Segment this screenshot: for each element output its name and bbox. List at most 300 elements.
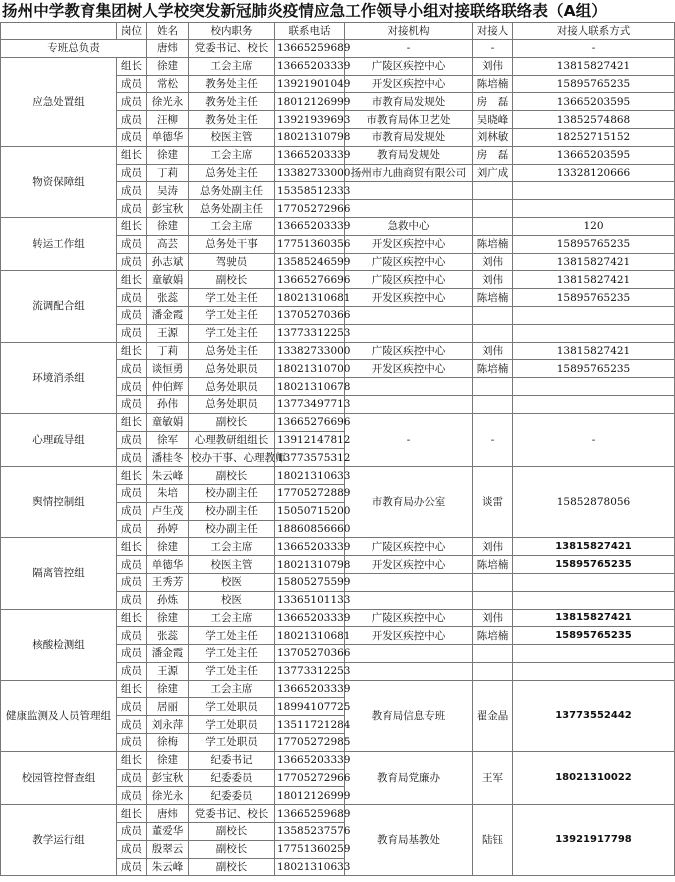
contact-phone: 13921917798 xyxy=(513,805,675,876)
member-phone: 17705272889 xyxy=(275,484,345,502)
member-phone: 13665203339 xyxy=(275,146,345,164)
member-role: 成员 xyxy=(117,769,147,787)
contact-phone: 13665203595 xyxy=(513,146,675,164)
member-name: 朱培 xyxy=(147,484,189,502)
contact-person xyxy=(473,306,513,324)
member-name: 徐梅 xyxy=(147,734,189,752)
member-phone: 13912147812 xyxy=(275,431,345,449)
contact-org: 市教育局发规处 xyxy=(345,93,473,111)
contact-person: 刘伟 xyxy=(473,538,513,556)
member-role: 成员 xyxy=(117,378,147,396)
contact-person xyxy=(473,662,513,680)
member-title: 学工处职员 xyxy=(189,716,275,734)
contact-org: 教育局党廉办 xyxy=(345,751,473,804)
contact-org: 市教育局办公室 xyxy=(345,467,473,538)
member-name: 彭宝秋 xyxy=(147,200,189,218)
contact-phone: 15852878056 xyxy=(513,467,675,538)
member-name: 王秀芳 xyxy=(147,573,189,591)
member-title: 心理教研组组长 xyxy=(189,431,275,449)
director-name: 唐炜 xyxy=(147,40,189,58)
member-name: 潘金霞 xyxy=(147,306,189,324)
member-phone: 13665276696 xyxy=(275,413,345,431)
contact-phone: 13815827421 xyxy=(513,342,675,360)
contact-org: - xyxy=(345,413,473,466)
member-role: 成员 xyxy=(117,431,147,449)
table-row xyxy=(1,751,675,769)
member-name: 仲伯辉 xyxy=(147,378,189,396)
member-phone: 13773312253 xyxy=(275,662,345,680)
member-name: 高芸 xyxy=(147,235,189,253)
member-name: 刘永萍 xyxy=(147,716,189,734)
group-name: 物资保障组 xyxy=(1,146,117,217)
member-title: 工会主席 xyxy=(189,57,275,75)
member-name: 张蕊 xyxy=(147,627,189,645)
contact-person: 陈培楠 xyxy=(473,360,513,378)
contact-person: 刘广成 xyxy=(473,164,513,182)
contact-phone: 13815827421 xyxy=(513,57,675,75)
member-title: 校医 xyxy=(189,573,275,591)
member-title: 副校长 xyxy=(189,840,275,858)
member-name: 丁莉 xyxy=(147,164,189,182)
member-phone: 13665259689 xyxy=(275,805,345,823)
member-name: 徐建 xyxy=(147,609,189,627)
contact-org: 扬州市九曲商贸有限公司 xyxy=(345,164,473,182)
contact-phone xyxy=(513,645,675,663)
member-phone: 13665203339 xyxy=(275,57,345,75)
member-name: 汪柳 xyxy=(147,111,189,129)
member-name: 徐建 xyxy=(147,538,189,556)
member-title: 副校长 xyxy=(189,467,275,485)
member-name: 徐建 xyxy=(147,680,189,698)
group-name: 应急处置组 xyxy=(1,57,117,146)
director-phone: 13665259689 xyxy=(275,40,345,58)
member-role: 成员 xyxy=(117,840,147,858)
member-phone: 18021310798 xyxy=(275,128,345,146)
contact-phone xyxy=(513,662,675,680)
director-org: - xyxy=(345,40,473,58)
member-role: 成员 xyxy=(117,823,147,841)
member-phone: 13665203339 xyxy=(275,538,345,556)
member-phone: 15050715200 xyxy=(275,502,345,520)
table-row xyxy=(1,680,675,698)
member-phone: 13921901049 xyxy=(275,75,345,93)
member-role: 组长 xyxy=(117,57,147,75)
member-name: 丁莉 xyxy=(147,342,189,360)
contact-person: 吴晓峰 xyxy=(473,111,513,129)
member-role: 成员 xyxy=(117,360,147,378)
contact-org: 教育局信息专班 xyxy=(345,680,473,751)
table-row xyxy=(1,805,675,823)
member-phone: 13665203339 xyxy=(275,751,345,769)
contact-org: 开发区疾控中心 xyxy=(345,289,473,307)
member-role: 组长 xyxy=(117,271,147,289)
member-name: 单德华 xyxy=(147,128,189,146)
header-cell-role: 岗位 xyxy=(117,23,147,40)
member-role: 成员 xyxy=(117,502,147,520)
member-name: 孙伟 xyxy=(147,395,189,413)
member-title: 学工处主任 xyxy=(189,289,275,307)
contact-phone: 120 xyxy=(513,217,675,235)
contact-org: 开发区疾控中心 xyxy=(345,627,473,645)
member-role: 成员 xyxy=(117,164,147,182)
contact-person: - xyxy=(473,413,513,466)
table-row xyxy=(1,342,675,360)
member-role: 成员 xyxy=(117,111,147,129)
group-name: 舆情控制组 xyxy=(1,467,117,538)
member-title: 学工处主任 xyxy=(189,324,275,342)
contact-org: 广陵区疾控中心 xyxy=(345,271,473,289)
member-title: 校办副主任 xyxy=(189,520,275,538)
contact-person: 刘伟 xyxy=(473,271,513,289)
member-phone: 18012126999 xyxy=(275,787,345,805)
table-row xyxy=(1,467,675,485)
member-phone: 13705270366 xyxy=(275,306,345,324)
contact-person: 陈培楠 xyxy=(473,75,513,93)
member-name: 徐光永 xyxy=(147,93,189,111)
member-name: 朱云峰 xyxy=(147,858,189,876)
member-title: 总务处主任 xyxy=(189,164,275,182)
contact-phone xyxy=(513,306,675,324)
member-name: 徐光永 xyxy=(147,787,189,805)
member-phone: 17705272985 xyxy=(275,734,345,752)
contact-person xyxy=(473,324,513,342)
member-phone: 13705270366 xyxy=(275,645,345,663)
contact-phone: 15895765235 xyxy=(513,75,675,93)
member-role: 成员 xyxy=(117,182,147,200)
contact-person xyxy=(473,573,513,591)
member-phone: 13773497713 xyxy=(275,395,345,413)
header-cell-contact: 对接人 xyxy=(473,23,513,40)
group-name: 教学运行组 xyxy=(1,805,117,876)
group-name: 心理疏导组 xyxy=(1,413,117,466)
member-role: 成员 xyxy=(117,734,147,752)
member-title: 学工处职员 xyxy=(189,698,275,716)
member-title: 校医 xyxy=(189,591,275,609)
contact-phone xyxy=(513,200,675,218)
contact-org xyxy=(345,645,473,663)
member-title: 总务处职员 xyxy=(189,360,275,378)
contact-person: 陈培楠 xyxy=(473,627,513,645)
contact-org: 广陵区疾控中心 xyxy=(345,57,473,75)
contact-org xyxy=(345,306,473,324)
table-body xyxy=(1,23,675,876)
member-phone: 13585237576 xyxy=(275,823,345,841)
contact-phone: 13815827421 xyxy=(513,538,675,556)
member-name: 常松 xyxy=(147,75,189,93)
member-role: 组长 xyxy=(117,413,147,431)
member-role: 成员 xyxy=(117,395,147,413)
member-name: 董爱华 xyxy=(147,823,189,841)
member-role: 成员 xyxy=(117,75,147,93)
member-title: 副校长 xyxy=(189,858,275,876)
member-title: 工会主席 xyxy=(189,680,275,698)
member-name: 吴涛 xyxy=(147,182,189,200)
table-row xyxy=(1,146,675,164)
member-title: 总务处干事 xyxy=(189,235,275,253)
contact-org: 教育局发规处 xyxy=(345,146,473,164)
member-phone: 18994107725 xyxy=(275,698,345,716)
member-title: 教务处主任 xyxy=(189,111,275,129)
member-name: 孙志斌 xyxy=(147,253,189,271)
member-title: 党委书记、校长 xyxy=(189,805,275,823)
member-phone: 13365101133 xyxy=(275,591,345,609)
member-role: 成员 xyxy=(117,591,147,609)
director-contact-phone: - xyxy=(513,40,675,58)
table-row xyxy=(1,413,675,431)
contact-org: 市教育局发规处 xyxy=(345,128,473,146)
contact-phone: 13815827421 xyxy=(513,609,675,627)
contact-person: 刘伟 xyxy=(473,253,513,271)
contact-person xyxy=(473,591,513,609)
member-phone: 18021310681 xyxy=(275,289,345,307)
table-row xyxy=(1,57,675,75)
member-phone: 18021310633 xyxy=(275,467,345,485)
contact-person: 房 磊 xyxy=(473,146,513,164)
contact-org xyxy=(345,200,473,218)
member-role: 成员 xyxy=(117,662,147,680)
contact-phone xyxy=(513,378,675,396)
contact-phone: 18252715152 xyxy=(513,128,675,146)
group-name: 健康监测及人员管理组 xyxy=(1,680,117,751)
contact-org xyxy=(345,324,473,342)
member-role: 成员 xyxy=(117,128,147,146)
contact-phone: 13852574868 xyxy=(513,111,675,129)
member-phone: 13921939693 xyxy=(275,111,345,129)
member-title: 纪委委员 xyxy=(189,787,275,805)
group-name: 环境消杀组 xyxy=(1,342,117,413)
header-cell-org: 对接机构 xyxy=(345,23,473,40)
contact-org: 开发区疾控中心 xyxy=(345,75,473,93)
member-title: 学工处主任 xyxy=(189,306,275,324)
page-title: 扬州中学教育集团树人学校突发新冠肺炎疫情应急工作领导小组对接联络联络表（A组） xyxy=(2,2,607,20)
member-phone: 13773312253 xyxy=(275,324,345,342)
member-phone: 18021310700 xyxy=(275,360,345,378)
member-phone: 13665203339 xyxy=(275,217,345,235)
contact-phone: 18021310022 xyxy=(513,751,675,804)
contact-person: 王军 xyxy=(473,751,513,804)
member-phone: 17751360259 xyxy=(275,840,345,858)
contact-phone: - xyxy=(513,413,675,466)
member-title: 总务处职员 xyxy=(189,378,275,396)
member-title: 校办干事、心理教师 xyxy=(189,449,275,467)
member-name: 谈恒勇 xyxy=(147,360,189,378)
member-name: 徐军 xyxy=(147,431,189,449)
member-phone: 17705272966 xyxy=(275,200,345,218)
member-name: 徐建 xyxy=(147,751,189,769)
contact-org xyxy=(345,395,473,413)
contact-org: 广陵区疾控中心 xyxy=(345,342,473,360)
member-phone: 18021310798 xyxy=(275,556,345,574)
member-title: 校医主管 xyxy=(189,128,275,146)
member-phone: 17751360356 xyxy=(275,235,345,253)
member-role: 成员 xyxy=(117,858,147,876)
member-name: 童敏娟 xyxy=(147,271,189,289)
contact-org xyxy=(345,662,473,680)
member-name: 潘桂冬 xyxy=(147,449,189,467)
contact-org: 急救中心 xyxy=(345,217,473,235)
contact-person: 陈培楠 xyxy=(473,235,513,253)
contact-phone: 15895765235 xyxy=(513,235,675,253)
member-title: 学工处主任 xyxy=(189,627,275,645)
member-role: 成员 xyxy=(117,306,147,324)
member-role: 组长 xyxy=(117,609,147,627)
contact-org: 广陵区疾控中心 xyxy=(345,253,473,271)
group-name: 转运工作组 xyxy=(1,217,117,270)
member-phone: 18021310633 xyxy=(275,858,345,876)
contact-person: 刘伟 xyxy=(473,57,513,75)
member-title: 驾驶员 xyxy=(189,253,275,271)
contact-phone: 15895765235 xyxy=(513,360,675,378)
member-role: 成员 xyxy=(117,716,147,734)
contact-phone xyxy=(513,591,675,609)
contact-phone: 13815827421 xyxy=(513,271,675,289)
member-name: 单德华 xyxy=(147,556,189,574)
contact-phone: 13815827421 xyxy=(513,253,675,271)
director-row xyxy=(1,40,675,58)
member-phone: 13665276696 xyxy=(275,271,345,289)
member-name: 张蕊 xyxy=(147,289,189,307)
member-phone: 13382733000 xyxy=(275,342,345,360)
contact-org: 教育局基教处 xyxy=(345,805,473,876)
member-role: 组长 xyxy=(117,538,147,556)
contact-person: 房 磊 xyxy=(473,93,513,111)
member-name: 徐建 xyxy=(147,217,189,235)
member-role: 成员 xyxy=(117,573,147,591)
contact-phone: 15895765235 xyxy=(513,289,675,307)
director-title: 党委书记、校长 xyxy=(189,40,275,58)
contact-phone: 15895765235 xyxy=(513,627,675,645)
member-role: 成员 xyxy=(117,93,147,111)
member-name: 彭宝秋 xyxy=(147,769,189,787)
member-phone: 13382733000 xyxy=(275,164,345,182)
member-role: 组长 xyxy=(117,146,147,164)
member-role: 组长 xyxy=(117,467,147,485)
member-title: 校办副主任 xyxy=(189,502,275,520)
member-title: 总务处副主任 xyxy=(189,200,275,218)
contact-person xyxy=(473,645,513,663)
member-title: 总务处副主任 xyxy=(189,182,275,200)
contact-phone xyxy=(513,182,675,200)
member-title: 副校长 xyxy=(189,823,275,841)
member-name: 朱云峰 xyxy=(147,467,189,485)
member-role: 成员 xyxy=(117,698,147,716)
contact-org xyxy=(345,591,473,609)
member-title: 教务处主任 xyxy=(189,75,275,93)
member-role: 成员 xyxy=(117,556,147,574)
contact-person xyxy=(473,182,513,200)
director-label: 专班总负责 xyxy=(1,40,147,58)
member-name: 王源 xyxy=(147,324,189,342)
contact-person xyxy=(473,378,513,396)
table-row xyxy=(1,538,675,556)
member-name: 殷翠云 xyxy=(147,840,189,858)
header-cell-phone: 联系电话 xyxy=(275,23,345,40)
member-phone: 18021310678 xyxy=(275,378,345,396)
contact-org: 广陵区疾控中心 xyxy=(345,538,473,556)
member-title: 学工处主任 xyxy=(189,645,275,663)
member-role: 成员 xyxy=(117,484,147,502)
member-phone: 13665203339 xyxy=(275,609,345,627)
table-row xyxy=(1,609,675,627)
member-name: 徐建 xyxy=(147,57,189,75)
contact-org xyxy=(345,378,473,396)
member-title: 工会主席 xyxy=(189,609,275,627)
contact-org: 市教育局体卫艺处 xyxy=(345,111,473,129)
contact-person xyxy=(473,395,513,413)
contact-org: 开发区疾控中心 xyxy=(345,360,473,378)
group-name: 流调配合组 xyxy=(1,271,117,342)
member-role: 成员 xyxy=(117,520,147,538)
member-title: 总务处主任 xyxy=(189,342,275,360)
contact-org: 广陵区疾控中心 xyxy=(345,609,473,627)
member-name: 唐炜 xyxy=(147,805,189,823)
member-role: 成员 xyxy=(117,324,147,342)
member-title: 工会主席 xyxy=(189,538,275,556)
contact-person: 谈雷 xyxy=(473,467,513,538)
contact-person xyxy=(473,200,513,218)
contact-phone: 13665203595 xyxy=(513,93,675,111)
member-role: 组长 xyxy=(117,751,147,769)
contact-person: 陆钰 xyxy=(473,805,513,876)
contact-person: 陈培楠 xyxy=(473,289,513,307)
member-title: 学工处职员 xyxy=(189,734,275,752)
member-title: 校医主管 xyxy=(189,556,275,574)
contact-person: 翟金晶 xyxy=(473,680,513,751)
contact-org xyxy=(345,573,473,591)
member-role: 成员 xyxy=(117,253,147,271)
header-cell-name: 姓名 xyxy=(147,23,189,40)
member-role: 成员 xyxy=(117,627,147,645)
member-name: 童敏娟 xyxy=(147,413,189,431)
member-phone: 15358512333 xyxy=(275,182,345,200)
header-cell-contact-phone: 对接人联系方式 xyxy=(513,23,675,40)
member-phone: 13773575312 xyxy=(275,449,345,467)
member-role: 成员 xyxy=(117,200,147,218)
member-role: 组长 xyxy=(117,217,147,235)
member-name: 居丽 xyxy=(147,698,189,716)
member-role: 成员 xyxy=(117,645,147,663)
member-title: 纪委委员 xyxy=(189,769,275,787)
member-title: 副校长 xyxy=(189,271,275,289)
member-role: 组长 xyxy=(117,805,147,823)
group-name: 核酸检测组 xyxy=(1,609,117,680)
member-role: 成员 xyxy=(117,787,147,805)
member-name: 潘金霞 xyxy=(147,645,189,663)
member-name: 王源 xyxy=(147,662,189,680)
member-phone: 15805275599 xyxy=(275,573,345,591)
contact-phone: 15895765235 xyxy=(513,556,675,574)
member-name: 徐建 xyxy=(147,146,189,164)
member-name: 孙炼 xyxy=(147,591,189,609)
contact-phone xyxy=(513,395,675,413)
member-name: 孙婷 xyxy=(147,520,189,538)
member-title: 纪委书记 xyxy=(189,751,275,769)
contact-table xyxy=(0,22,675,876)
member-role: 组长 xyxy=(117,342,147,360)
member-name: 卢生茂 xyxy=(147,502,189,520)
member-title: 工会主席 xyxy=(189,146,275,164)
member-phone: 17705272966 xyxy=(275,769,345,787)
member-phone: 13585246599 xyxy=(275,253,345,271)
contact-person xyxy=(473,217,513,235)
header-cell-group xyxy=(1,23,117,40)
contact-person: 刘伟 xyxy=(473,342,513,360)
contact-org: 开发区疾控中心 xyxy=(345,235,473,253)
member-phone: 18860856660 xyxy=(275,520,345,538)
table-row xyxy=(1,217,675,235)
header-cell-title: 校内职务 xyxy=(189,23,275,40)
contact-person: 刘林敏 xyxy=(473,128,513,146)
